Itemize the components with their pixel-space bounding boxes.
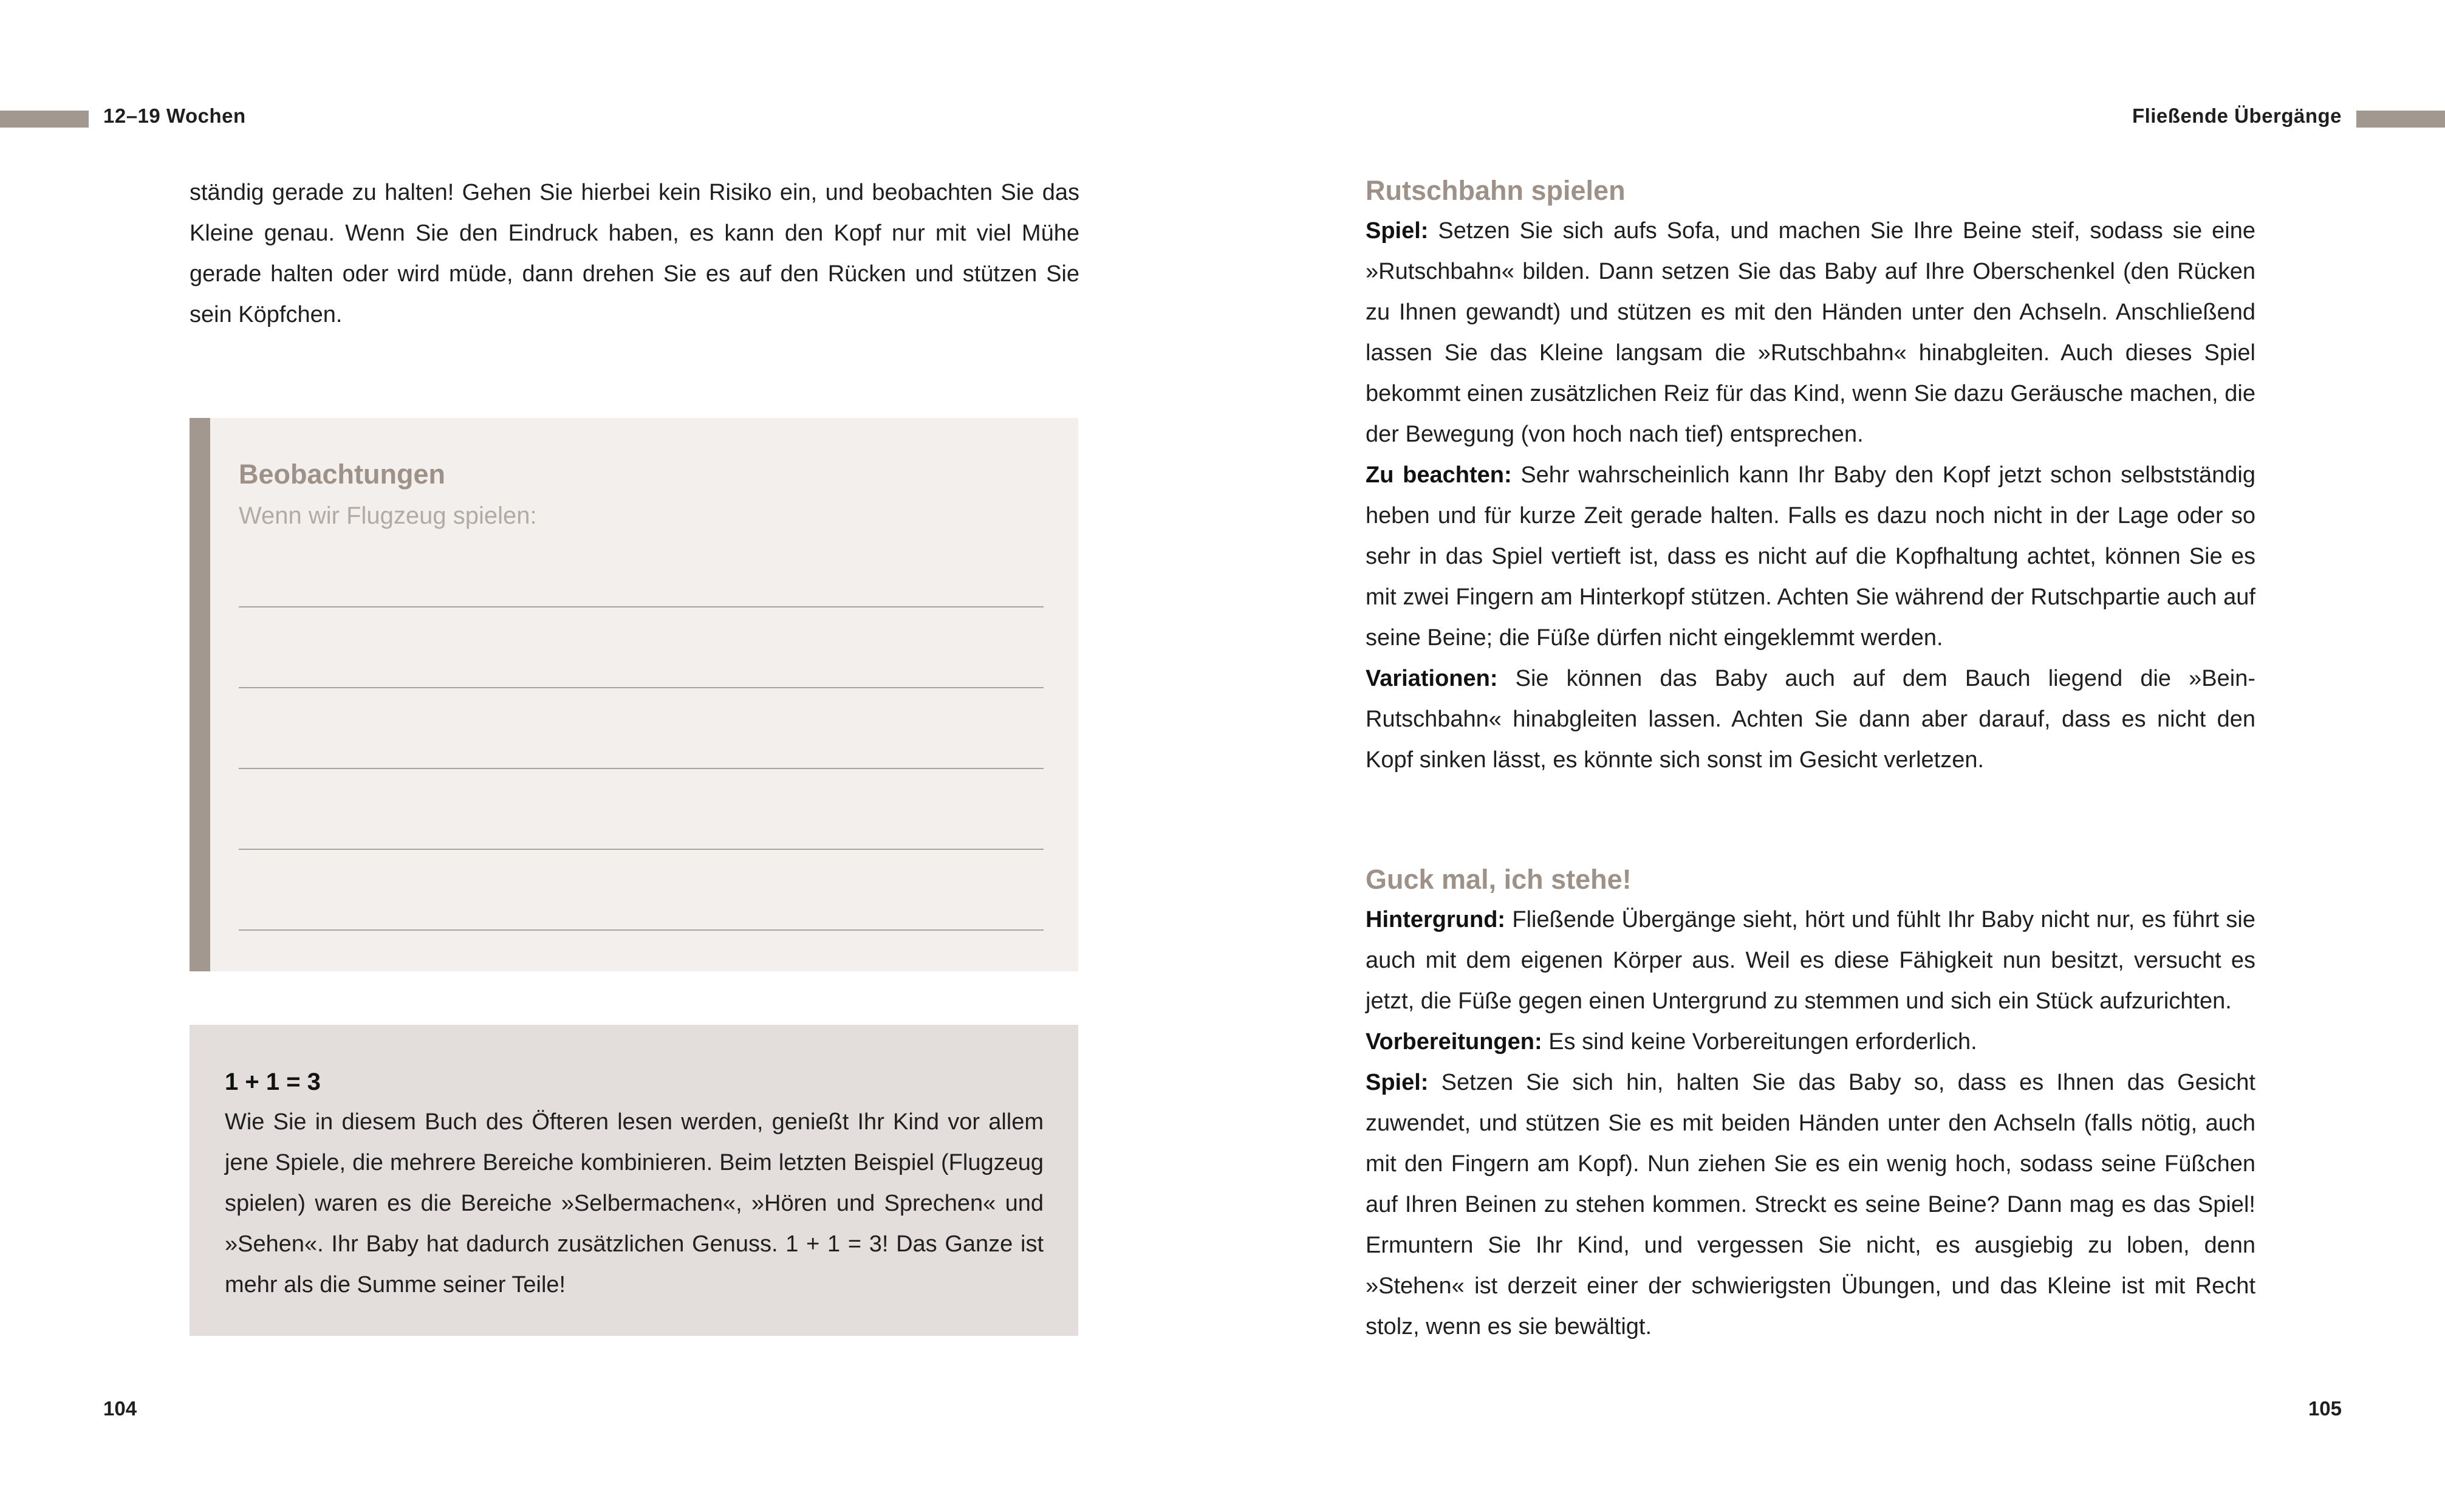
observations-accent-strip [190,418,210,971]
header-bar-left [0,111,89,128]
paragraph-vorbereitungen [1366,1022,2255,1062]
page-number-left: 104 [103,1397,137,1420]
writing-line[interactable] [239,606,1044,607]
writing-line[interactable] [239,929,1044,931]
paragraph-spiel [1366,211,2255,455]
chapter-title: 12–19 Wochen [103,104,246,127]
info-box-title: 1 + 1 = 3 [225,1069,321,1095]
label-spiel-2: Spiel: [1366,1070,1429,1095]
intro-paragraph: ständig gerade zu halten! Gehen Sie hierbei kein Risiko ein, und beobachten Sie das Kleine genau. Wenn Sie den Eindruck haben, es kann den Kopf nur mit viel Mühe gerade halten oder wird müde, dann drehen Sie es auf den Rücken und stützen Sie sein Köpfchen. [190,180,1079,327]
observations-title: Beobachtungen [239,459,446,490]
paragraph-hintergrund [1366,900,2255,1022]
label-variationen: Variationen: [1366,666,1498,691]
header-bar-right [2356,111,2445,128]
label-zu-beachten: Zu beachten: [1366,462,1512,488]
info-box-text: Wie Sie in diesem Buch des Öfteren lesen werden, genießt Ihr Kind vor allem jene Spiele, die mehrere Bereiche kombinieren. Beim letzten Beispiel (Flugzeug spielen) waren es die Bereiche »Selbermachen«, »Hören und Sprechen« und »Sehen«. Ihr Baby hat dadurch zusätzlichen Genuss. 1 + 1 = 3! Das Ganze ist mehr als die Summe seiner Teile! [225,1109,1044,1298]
text-zu-beachten: Sehr wahrscheinlich kann Ihr Baby den Kopf jetzt schon selbstständig heben und für kurze Zeit gerade halten. Falls es dazu noch nicht in der Lage oder so sehr in das Spiel vertieft ist, dass es nicht auf die Kopfhaltung achtet, können Sie es mit zwei Fingern am Hinterkopf stützen. Achten Sie während der Rutschpartie auch auf seine Beine; die Füße dürfen nicht eingeklemmt werden. [1366,462,2255,651]
section-guck-mal [1366,859,2255,1347]
label-spiel: Spiel: [1366,218,1429,244]
page-number-right: 105 [2308,1397,2342,1420]
writing-line[interactable] [239,849,1044,850]
label-hintergrund: Hintergrund: [1366,907,1506,932]
observations-prompt: Wenn wir Flugzeug spielen: [239,502,537,529]
label-vorbereitungen: Vorbereitungen: [1366,1029,1542,1055]
section-heading: Guck mal, ich stehe! [1366,864,1632,895]
section-heading: Rutschbahn spielen [1366,175,1626,206]
paragraph-spiel-2 [1366,1062,2255,1347]
text-variationen: Sie können das Baby auch auf dem Bauch liegend die »Bein-Rutschbahn« hinabgleiten lassen. Achten Sie dann aber darauf, dass es nicht den Kopf sinken lässt, es könnte sich sonst im Gesicht verletzen. [1366,666,2255,773]
section-title: Fließende Übergänge [2132,104,2342,127]
writing-line[interactable] [239,687,1044,688]
text-hintergrund: Fließende Übergänge sieht, hört und fühlt Ihr Baby nicht nur, es führt sie auch mit dem eigenen Körper aus. Weil es diese Fähigkeit nun besitzt, versucht es jetzt, die Füße gegen einen Untergrund zu stemmen und sich ein Stück aufzurichten. [1366,907,2255,1014]
paragraph-zu-beachten [1366,455,2255,659]
text-spiel-2: Setzen Sie sich hin, halten Sie das Baby so, dass es Ihnen das Gesicht zuwendet, und stützen Sie es mit beiden Händen unter den Achseln (falls nötig, auch mit den Fingern am Kopf). Nun ziehen Sie es ein wenig hoch, sodass seine Füßchen auf Ihren Beinen zu stehen kommen. Streckt es seine Beine? Dann mag es das Spiel! Ermuntern Sie Ihr Kind, und vergessen Sie nicht, es ausgiebig zu loben, denn »Stehen« ist derzeit einer der schwierigsten Übungen, und das Kleine ist mit Recht stolz, wenn es sie bewältigt. [1366,1070,2255,1339]
text-spiel: Setzen Sie sich aufs Sofa, und machen Sie Ihre Beine steif, sodass sie eine »Rutschbahn« bilden. Dann setzen Sie das Baby auf Ihre Oberschenkel (den Rücken zu Ihnen gewandt) und stützen es mit den Händen unter den Achseln. Anschließend lassen Sie das Kleine langsam die »Rutschbahn« hinabgleiten. Auch dieses Spiel bekommt einen zusätzlichen Reiz für das Kind, wenn Sie dazu Geräusche machen, die der Bewegung (von hoch nach tief) entsprechen. [1366,218,2255,447]
paragraph-variationen [1366,659,2255,781]
writing-line[interactable] [239,768,1044,769]
text-vorbereitungen: Es sind keine Vorbereitungen erforderlich. [1542,1029,1977,1055]
section-rutschbahn [1366,170,2255,781]
